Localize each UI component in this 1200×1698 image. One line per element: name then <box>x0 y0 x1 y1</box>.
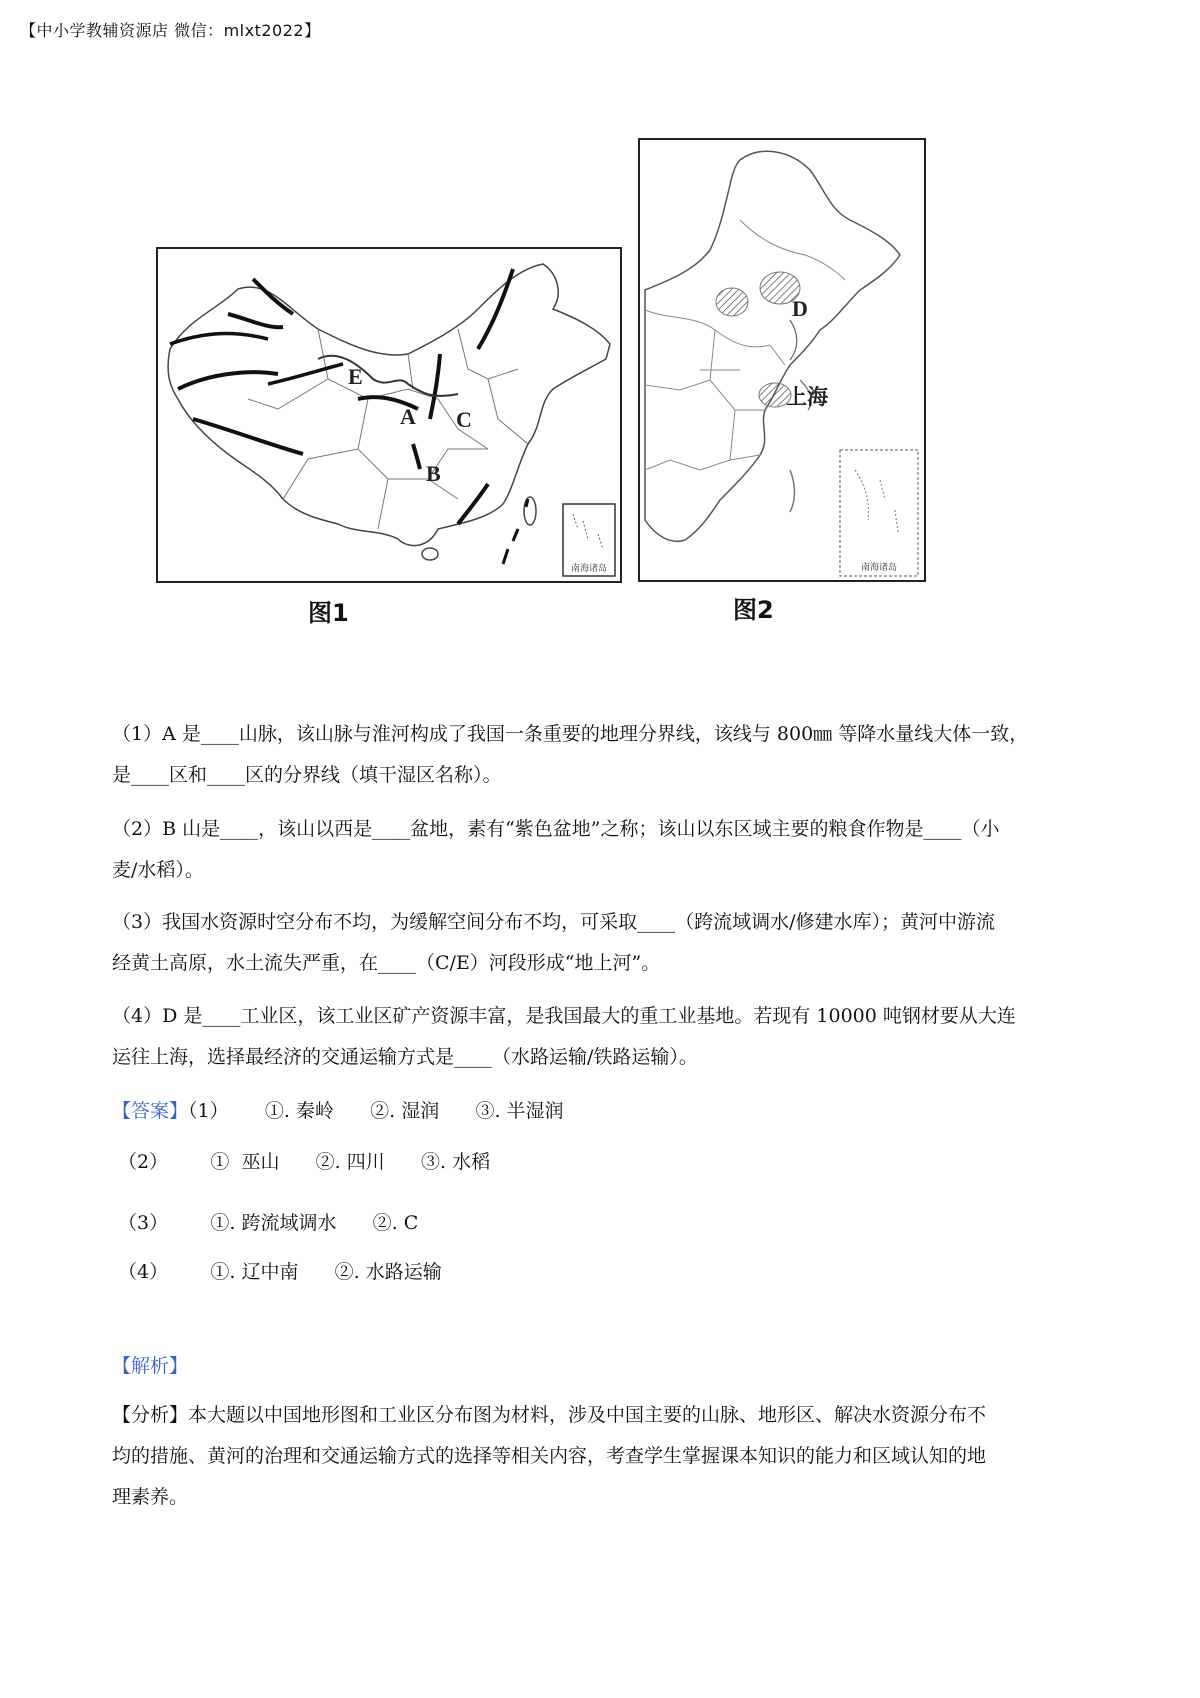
analysis-line-2: 均的措施、黄河的治理和交通运输方式的选择等相关内容，考查学生掌握课本知识的能力和区域认知的地 <box>112 1445 987 1467</box>
question-2-line1: （2）B 山是____，该山以西是____盆地，素有“紫色盆地”之称；该山以东区域主要的粮食作物是____（小 <box>112 818 1000 840</box>
answer-row-1 <box>112 1099 564 1123</box>
question-4-line1: （4）D 是____工业区，该工业区矿产资源丰富，是我国最大的重工业基地。若现有 10000 吨钢材要从大连 <box>112 1005 1016 1027</box>
figure1-map-drawing <box>158 249 620 581</box>
figure2-map <box>638 138 926 582</box>
question-1 <box>112 722 1112 787</box>
question-2-line2: 麦/水稻）。 <box>112 859 204 881</box>
figure1-caption: 图1 <box>308 599 349 627</box>
question-3-line2: 经黄土高原，水土流失严重，在____（C/E）河段形成“地上河”。 <box>112 952 661 974</box>
analysis-line-1 <box>112 1403 1112 1427</box>
label-shanghai: 上海 <box>786 385 828 409</box>
analysis-text-1: 本大题以中国地形图和工业区分布图为材料，涉及中国主要的山脉、地形区、解决水资源分布不 <box>188 1404 987 1426</box>
figure1-inset-label: 南海诸岛 <box>570 564 608 574</box>
label-e: E <box>348 364 363 389</box>
figure2-caption: 图2 <box>733 596 774 624</box>
answer-tag: 【答案】 <box>112 1100 189 1122</box>
question-4-line2: 运往上海，选择最经济的交通运输方式是____（水路运输/铁路运输）。 <box>112 1046 698 1068</box>
answer-1: （1） ①. 秦岭 ②. 湿润 ③. 半湿润 <box>188 1100 564 1122</box>
figure2-map-drawing <box>640 140 924 580</box>
analysis-body <box>112 1403 1112 1509</box>
question-3 <box>112 910 1112 975</box>
figure2-inset-label: 南海诸岛 <box>860 563 898 573</box>
label-a: A <box>400 404 416 429</box>
answer-row-4: （4） ①. 辽中南 ②. 水路运输 <box>118 1261 442 1283</box>
answer-row-3: （3） ①. 跨流域调水 ②. C <box>118 1212 419 1234</box>
label-c: C <box>456 407 472 432</box>
question-1-line2: 是____区和____区的分界线（填干湿区名称）。 <box>112 764 502 786</box>
question-1-line1: （1）A 是____山脉，该山脉与淮河构成了我国一条重要的地理分界线，该线与 800㎜ 等降水量线大体一致， <box>112 723 1029 745</box>
label-d: D <box>792 296 808 321</box>
analysis-line-3: 理素养。 <box>112 1486 189 1508</box>
question-4 <box>112 1004 1112 1069</box>
answer-row-2: （2） ① 巫山 ②. 四川 ③. 水稻 <box>118 1151 491 1173</box>
label-b: B <box>426 461 441 486</box>
analysis-tag: 【解析】 <box>112 1355 189 1377</box>
question-3-line1: （3）我国水资源时空分布不均，为缓解空间分布不均，可采取____（跨流域调水/修建水库）；黄河中游流 <box>112 911 995 933</box>
fenxi-tag: 【分析】 <box>112 1404 189 1426</box>
page-header: 【中小学教辅资源店 微信：mlxt2022】 <box>20 21 321 40</box>
figure1-map <box>156 247 622 583</box>
question-2 <box>112 817 1112 882</box>
